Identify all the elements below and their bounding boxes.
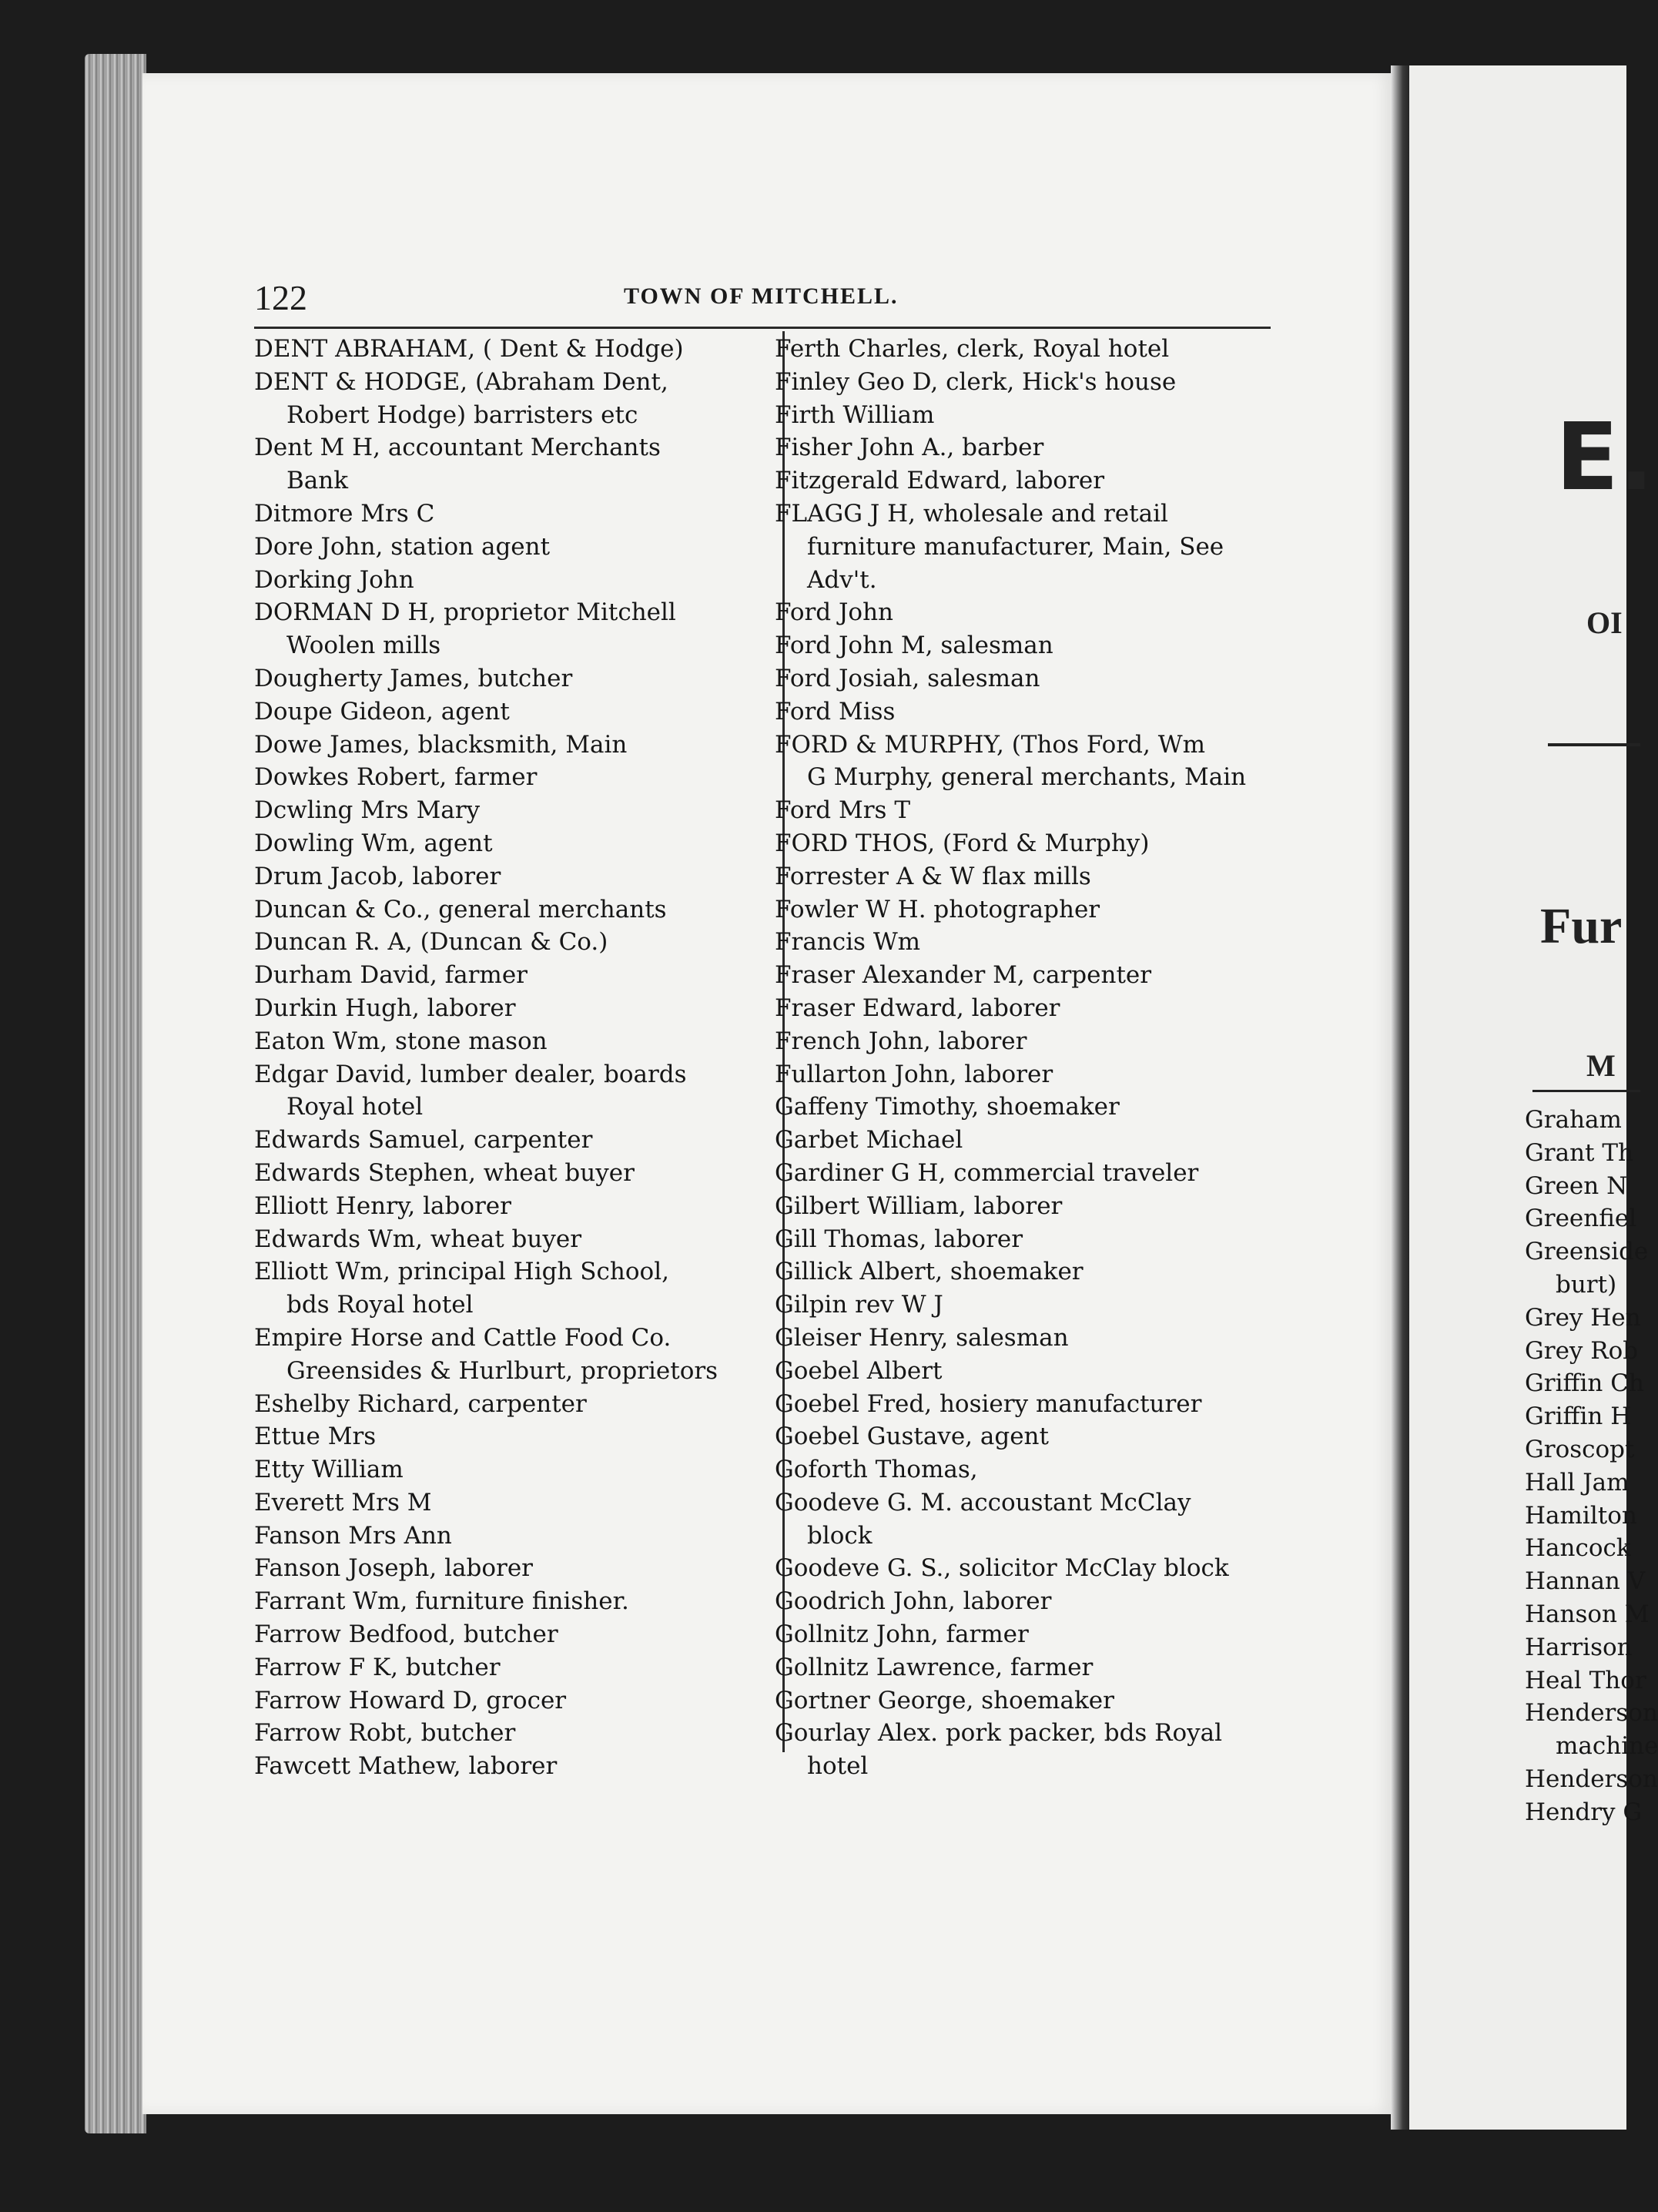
entry-name-line: Everett Mrs M: [254, 1488, 432, 1517]
entry-name-line: Elliott Henry, laborer: [254, 1191, 511, 1220]
right-page-list-item: Grey Rob: [1525, 1336, 1639, 1365]
right-page-list-item: Henderson: [1525, 1699, 1658, 1728]
directory-entry: [775, 1322, 1306, 1355]
right-page-list-item: Henderson: [1525, 1765, 1658, 1793]
entry-continuation-line: bds Royal hotel: [286, 1291, 474, 1319]
entry-name-line: Durham David, farmer: [254, 961, 528, 990]
directory-entry: [254, 531, 778, 564]
directory-entry: [254, 1750, 778, 1783]
directory-entry: [254, 761, 778, 794]
directory-entry: [775, 1157, 1306, 1190]
directory-entry: [254, 959, 778, 992]
entry-name-line: Duncan & Co., general merchants: [254, 895, 667, 923]
entry-name-line: Gill Thomas, laborer: [775, 1225, 1023, 1253]
right-page-list-item: burt): [1556, 1270, 1617, 1299]
entry-name-line: Francis Wm: [775, 928, 921, 957]
entry-name-line: Ford John: [775, 598, 894, 627]
right-page-list-item: machine: [1556, 1732, 1658, 1761]
directory-entry: [775, 1223, 1306, 1256]
directory-entry: [254, 1486, 778, 1520]
left-directory-column: [254, 333, 778, 1783]
directory-entry: [775, 893, 1306, 927]
entry-name-line: French John, laborer: [775, 1027, 1027, 1055]
directory-entry: [254, 564, 778, 597]
entry-name-line: Ford John M, salesman: [775, 632, 1053, 660]
entry-name-line: Gleiser Henry, salesman: [775, 1323, 1069, 1352]
entry-name-line: Gillick Albert, shoemaker: [775, 1258, 1084, 1286]
right-page-list-item: Griffin Ch: [1525, 1369, 1644, 1398]
running-title: TOWN OF MITCHELL.: [624, 283, 899, 309]
entry-name-line: Dowe James, blacksmith, Main: [254, 730, 628, 759]
directory-entry: [775, 1684, 1306, 1718]
entry-continuation-line: Bank: [286, 467, 349, 495]
directory-entry: [254, 1025, 778, 1058]
entry-name-line: Farrow Howard D, grocer: [254, 1686, 567, 1714]
entry-name-line: Edwards Wm, wheat buyer: [254, 1225, 582, 1253]
entry-name-line: FORD & MURPHY, (Thos Ford, Wm: [775, 730, 1205, 759]
directory-entry: [775, 1717, 1306, 1783]
entry-continuation-line: Woolen mills: [286, 632, 441, 660]
right-page-list-item: Greenfiel: [1525, 1205, 1637, 1233]
entry-name-line: Gilbert William, laborer: [775, 1191, 1063, 1220]
entry-continuation-line: G Murphy, general merchants, Main: [807, 763, 1247, 792]
entry-name-line: Goodeve G. M. accoustant McClay: [775, 1488, 1191, 1517]
entry-continuation-line: Robert Hodge) barristers etc: [286, 401, 638, 429]
entry-name-line: Ferth Charles, clerk, Royal hotel: [775, 335, 1170, 363]
directory-entry: [254, 695, 778, 729]
entry-name-line: Gourlay Alex. pork packer, bds Royal: [775, 1719, 1223, 1748]
entry-name-line: Edwards Samuel, carpenter: [254, 1126, 593, 1155]
entry-name-line: Farrow Robt, butcher: [254, 1719, 516, 1748]
directory-entry: [775, 596, 1306, 629]
right-page-list-item: Green N: [1525, 1171, 1628, 1200]
header-rule: [254, 327, 1271, 329]
directory-entry: [254, 1453, 778, 1486]
right-directory-column: [775, 333, 1306, 1783]
directory-entry: [254, 1684, 778, 1718]
right-page-list-item: Greenside: [1525, 1238, 1649, 1266]
right-page-list-item: Hannan V: [1525, 1567, 1646, 1596]
entry-name-line: Fanson Mrs Ann: [254, 1521, 452, 1550]
directory-entry: [254, 1322, 778, 1388]
directory-entry: [775, 926, 1306, 959]
entry-name-line: Dore John, station agent: [254, 532, 551, 561]
directory-entry: [775, 629, 1306, 662]
entry-name-line: Fraser Edward, laborer: [775, 994, 1060, 1022]
entry-name-line: Goodeve G. S., solicitor McClay block: [775, 1554, 1229, 1583]
directory-entry: [775, 399, 1306, 432]
entry-name-line: Dent M H, accountant Merchants: [254, 434, 661, 462]
right-page-list-item: Grey Hen: [1525, 1303, 1641, 1332]
entry-name-line: Gollnitz Lawrence, farmer: [775, 1653, 1094, 1681]
right-page: [1409, 65, 1658, 2130]
directory-entry: [775, 333, 1306, 366]
entry-name-line: Garbet Michael: [775, 1126, 963, 1155]
right-page-list: [1525, 1104, 1658, 1829]
directory-entry: [775, 992, 1306, 1025]
page-number: 122: [254, 278, 307, 317]
entry-continuation-line: block: [807, 1521, 873, 1550]
entry-name-line: Fowler W H. photographer: [775, 895, 1100, 923]
right-page-rule: [1548, 743, 1640, 746]
entry-name-line: Durkin Hugh, laborer: [254, 994, 516, 1022]
entry-name-line: Dougherty James, butcher: [254, 664, 573, 692]
directory-entry: [254, 926, 778, 959]
entry-name-line: Ettue Mrs: [254, 1423, 377, 1451]
directory-entry: [254, 1585, 778, 1618]
right-page-small-text: OI: [1586, 605, 1623, 640]
right-page-list-item: Hendry G: [1525, 1798, 1643, 1826]
entry-name-line: Etty William: [254, 1456, 404, 1484]
entry-continuation-line: furniture manufacturer, Main, See: [807, 532, 1224, 561]
right-page-list-item: Hamilton: [1525, 1501, 1637, 1530]
right-page-subheading: M: [1586, 1048, 1616, 1083]
entry-name-line: Fitzgerald Edward, laborer: [775, 467, 1105, 495]
entry-name-line: Fawcett Mathew, laborer: [254, 1752, 558, 1781]
right-page-list-item: Groscopt: [1525, 1435, 1635, 1463]
directory-entry: [254, 1157, 778, 1190]
directory-entry: [775, 1058, 1306, 1091]
directory-entry: [775, 1585, 1306, 1618]
entry-continuation-line: Royal hotel: [286, 1093, 424, 1121]
directory-entry: [775, 1618, 1306, 1651]
entry-name-line: Forrester A & W flax mills: [775, 862, 1091, 890]
right-page-big-letter: E.: [1556, 404, 1654, 511]
entry-name-line: Ford Miss: [775, 697, 896, 726]
entry-name-line: Elliott Wm, principal High School,: [254, 1258, 669, 1286]
entry-name-line: Edgar David, lumber dealer, boards: [254, 1060, 687, 1088]
directory-entry: [254, 1618, 778, 1651]
entry-name-line: Gaffeny Timothy, shoemaker: [775, 1093, 1120, 1121]
directory-entry: [775, 1124, 1306, 1157]
directory-entry: [254, 596, 778, 662]
directory-entry: [254, 1124, 778, 1157]
directory-entry: [775, 1289, 1306, 1322]
directory-entry: [775, 1091, 1306, 1124]
entry-name-line: Fanson Joseph, laborer: [254, 1554, 533, 1583]
directory-entry: [254, 794, 778, 827]
entry-name-line: Gortner George, shoemaker: [775, 1686, 1114, 1714]
entry-name-line: Eshelby Richard, carpenter: [254, 1389, 587, 1418]
entry-continuation-line: Adv't.: [807, 565, 877, 594]
directory-entry: [254, 1520, 778, 1553]
directory-entry: [254, 662, 778, 695]
directory-entry: [254, 1552, 778, 1585]
entry-name-line: Farrow F K, butcher: [254, 1653, 501, 1681]
entry-name-line: Dowkes Robert, farmer: [254, 763, 538, 792]
right-page-list-item: Graham: [1525, 1106, 1622, 1134]
right-page-list-item: Hall Jam: [1525, 1468, 1630, 1496]
entry-name-line: Ford Mrs T: [775, 796, 910, 825]
directory-entry: [254, 1223, 778, 1256]
directory-entry: [254, 1420, 778, 1453]
entry-name-line: Fisher John A., barber: [775, 434, 1044, 462]
directory-entry: [775, 1651, 1306, 1684]
directory-entry: [254, 1190, 778, 1223]
directory-entry: [775, 498, 1306, 596]
directory-entry: [254, 729, 778, 762]
directory-entry: [775, 1255, 1306, 1289]
directory-entry: [254, 1717, 778, 1750]
entry-name-line: Ford Josiah, salesman: [775, 664, 1040, 692]
right-page-list-item: Griffin H: [1525, 1403, 1632, 1431]
entry-name-line: Fullarton John, laborer: [775, 1060, 1053, 1088]
directory-entry: [775, 1453, 1306, 1486]
entry-name-line: Dowling Wm, agent: [254, 829, 493, 857]
entry-name-line: Gollnitz John, farmer: [775, 1620, 1029, 1649]
entry-name-line: Eaton Wm, stone mason: [254, 1027, 548, 1055]
entry-name-line: Farrow Bedfood, butcher: [254, 1620, 558, 1649]
entry-name-line: Firth William: [775, 401, 935, 429]
directory-entry: [775, 1388, 1306, 1421]
right-page-list-item: Heal Thor: [1525, 1666, 1646, 1694]
entry-name-line: DENT ABRAHAM, ( Dent & Hodge): [254, 335, 684, 363]
entry-name-line: DORMAN D H, proprietor Mitchell: [254, 598, 676, 627]
right-page-list-item: Grant Th: [1525, 1138, 1633, 1167]
directory-entry: [775, 1420, 1306, 1453]
entry-name-line: DENT & HODGE, (Abraham Dent,: [254, 367, 668, 396]
directory-entry: [254, 860, 778, 893]
book-page-edges: [85, 54, 146, 2133]
directory-entry: [254, 431, 778, 498]
entry-name-line: Goforth Thomas,: [775, 1456, 978, 1484]
directory-entry: [775, 662, 1306, 695]
entry-name-line: Goodrich John, laborer: [775, 1587, 1052, 1616]
entry-name-line: Ditmore Mrs C: [254, 499, 435, 528]
right-page-list-item: Harrison: [1525, 1633, 1633, 1661]
directory-entry: [254, 1058, 778, 1124]
entry-name-line: Empire Horse and Cattle Food Co.: [254, 1323, 672, 1352]
directory-entry: [775, 1190, 1306, 1223]
directory-entry: [254, 1388, 778, 1421]
directory-entry: [254, 1651, 778, 1684]
directory-entry: [775, 729, 1306, 795]
directory-entry: [254, 1255, 778, 1322]
entry-name-line: Farrant Wm, furniture finisher.: [254, 1587, 629, 1616]
directory-entry: [775, 1355, 1306, 1388]
entry-continuation-line: hotel: [807, 1752, 869, 1781]
entry-name-line: Dcwling Mrs Mary: [254, 796, 481, 825]
page-gutter: [1391, 65, 1411, 2130]
directory-entry: [775, 1552, 1306, 1585]
directory-entry: [775, 827, 1306, 860]
directory-entry: [775, 860, 1306, 893]
directory-entry: [775, 464, 1306, 498]
directory-entry: [254, 498, 778, 531]
entry-name-line: Gilpin rev W J: [775, 1291, 943, 1319]
entry-name-line: Edwards Stephen, wheat buyer: [254, 1158, 635, 1187]
directory-entry: [254, 333, 778, 366]
right-page-heading: Fur: [1540, 898, 1623, 954]
entry-name-line: Dorking John: [254, 565, 414, 594]
entry-name-line: Drum Jacob, laborer: [254, 862, 501, 890]
right-page-list-item: Hanson M: [1525, 1600, 1650, 1628]
directory-entry: [254, 827, 778, 860]
directory-entry: [775, 1486, 1306, 1553]
directory-entry: [775, 959, 1306, 992]
directory-entry: [775, 794, 1306, 827]
directory-entry: [254, 992, 778, 1025]
entry-name-line: Goebel Gustave, agent: [775, 1423, 1049, 1451]
entry-name-line: Duncan R. A, (Duncan & Co.): [254, 928, 608, 957]
entry-name-line: Goebel Albert: [775, 1356, 943, 1385]
entry-name-line: FLAGG J H, wholesale and retail: [775, 499, 1168, 528]
right-page-rule-2: [1532, 1090, 1640, 1092]
entry-name-line: Doupe Gideon, agent: [254, 697, 510, 726]
directory-entry: [254, 366, 778, 432]
right-page-list-item: Hancock: [1525, 1534, 1631, 1563]
entry-name-line: Gardiner G H, commercial traveler: [775, 1158, 1199, 1187]
entry-name-line: Goebel Fred, hosiery manufacturer: [775, 1389, 1202, 1418]
directory-entry: [775, 695, 1306, 729]
directory-entry: [775, 431, 1306, 464]
directory-entry: [775, 366, 1306, 399]
entry-name-line: FORD THOS, (Ford & Murphy): [775, 829, 1150, 857]
directory-entry: [775, 1025, 1306, 1058]
entry-name-line: Finley Geo D, clerk, Hick's house: [775, 367, 1177, 396]
directory-entry: [254, 893, 778, 927]
entry-name-line: Fraser Alexander M, carpenter: [775, 961, 1152, 990]
entry-continuation-line: Greensides & Hurlburt, proprietors: [286, 1356, 718, 1385]
